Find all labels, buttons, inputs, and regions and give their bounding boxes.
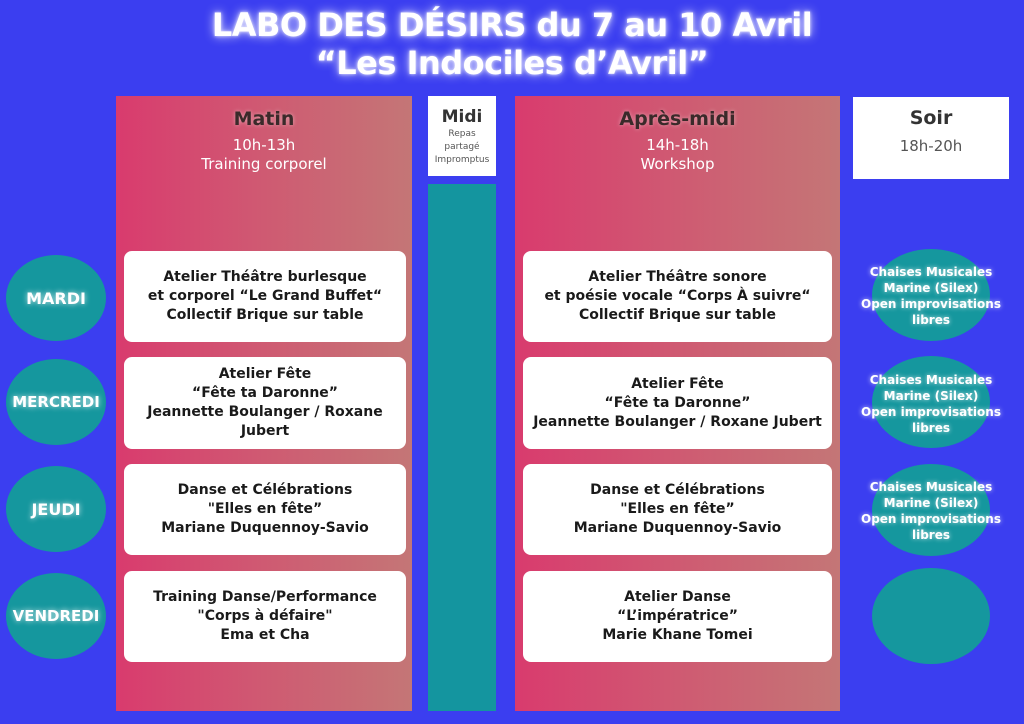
day-label-vendredi: VENDREDI [6,573,106,659]
session-line: "Corps à défaire" [197,608,333,624]
column-apres-midi-hours: 14h-18h [646,136,709,154]
session-line: Training Danse/Performance [153,589,377,605]
day-label-mercredi: MERCREDI [6,359,106,445]
title-line-1: LABO DES DÉSIRS du 7 au 10 Avril [211,6,813,44]
column-soir-hours: 18h-20h [899,137,963,155]
session-line: Jubert [240,423,290,439]
session-line: Jeannette Boulanger / Roxane [147,404,383,420]
column-midi-line-2: partagé [444,142,480,152]
session-line: "Elles en fête” [620,501,735,517]
soir-session-mercredi [848,372,1014,436]
column-midi-bar [428,184,496,711]
soir-blob-vendredi [872,568,990,664]
session-line: Atelier Théâtre sonore [588,269,767,285]
session-card-matin-vendredi [124,571,406,662]
session-line: Collectif Brique sur table [166,307,364,323]
session-card-matin-mardi [124,251,406,342]
session-line: Ema et Cha [220,627,310,643]
session-line: Collectif Brique sur table [578,307,776,323]
column-matin-header [116,108,412,174]
session-line: "Elles en fête” [207,501,323,517]
session-card-matin-jeudi [124,464,406,555]
column-matin-heading: Matin [233,108,295,130]
soir-line: Open improvisations [861,512,1001,526]
column-matin-activity: Training corporel [201,155,327,173]
session-card-matin-mercredi [124,357,406,449]
session-line: “L’impératrice” [617,608,738,624]
column-soir-heading: Soir [909,107,953,129]
session-card-apres-midi-jeudi [523,464,832,555]
soir-line: Marine (Silex) [883,281,979,295]
soir-line: Marine (Silex) [883,389,979,403]
session-line: Danse et Célébrations [590,482,765,498]
soir-line: libres [911,421,950,435]
session-line: “Fête ta Daronne” [192,385,338,401]
session-line: Mariane Duquennoy-Savio [573,520,782,536]
session-line: “Fête ta Daronne” [604,394,751,411]
column-midi-line-1: Repas [448,129,476,139]
session-line: Jeannette Boulanger / Roxane Jubert [533,413,822,430]
column-midi-heading: Midi [441,107,483,127]
soir-line: Chaises Musicales [869,480,993,494]
soir-line: Chaises Musicales [869,373,993,387]
column-midi-line-3: Impromptus [434,155,490,165]
soir-line: Open improvisations [861,297,1001,311]
session-line: Atelier Fête [218,366,312,382]
column-apres-midi-activity: Workshop [640,155,715,173]
session-card-apres-midi-mardi [523,251,832,342]
soir-session-jeudi [848,479,1014,543]
soir-line: Marine (Silex) [883,496,979,510]
session-card-apres-midi-mercredi [523,357,832,449]
column-apres-midi-heading: Après-midi [619,108,736,130]
column-apres-midi-header [515,108,840,174]
session-line: Atelier Fête [631,375,724,392]
soir-line: Open improvisations [861,405,1001,419]
session-line: Atelier Théâtre burlesque [163,269,367,285]
soir-session-mardi [848,264,1014,328]
day-label-mardi: MARDI [6,255,106,341]
title-line-2: “Les Indociles d’Avril” [315,44,709,82]
column-soir-header [853,97,1009,179]
soir-line: libres [911,528,950,542]
session-card-apres-midi-vendredi [523,571,832,662]
session-line: et corporel “Le Grand Buffet“ [147,288,383,304]
session-line: Atelier Danse [624,589,731,605]
soir-line: Chaises Musicales [869,265,993,279]
session-line: Mariane Duquennoy-Savio [161,520,369,536]
session-line: Danse et Célébrations [177,482,353,498]
column-midi-header [428,96,496,176]
day-label-jeudi: JEUDI [6,466,106,552]
column-matin-hours: 10h-13h [232,136,296,154]
session-line: Marie Khane Tomei [602,627,753,643]
session-line: et poésie vocale “Corps À suivre“ [544,288,811,304]
soir-line: libres [911,313,950,327]
